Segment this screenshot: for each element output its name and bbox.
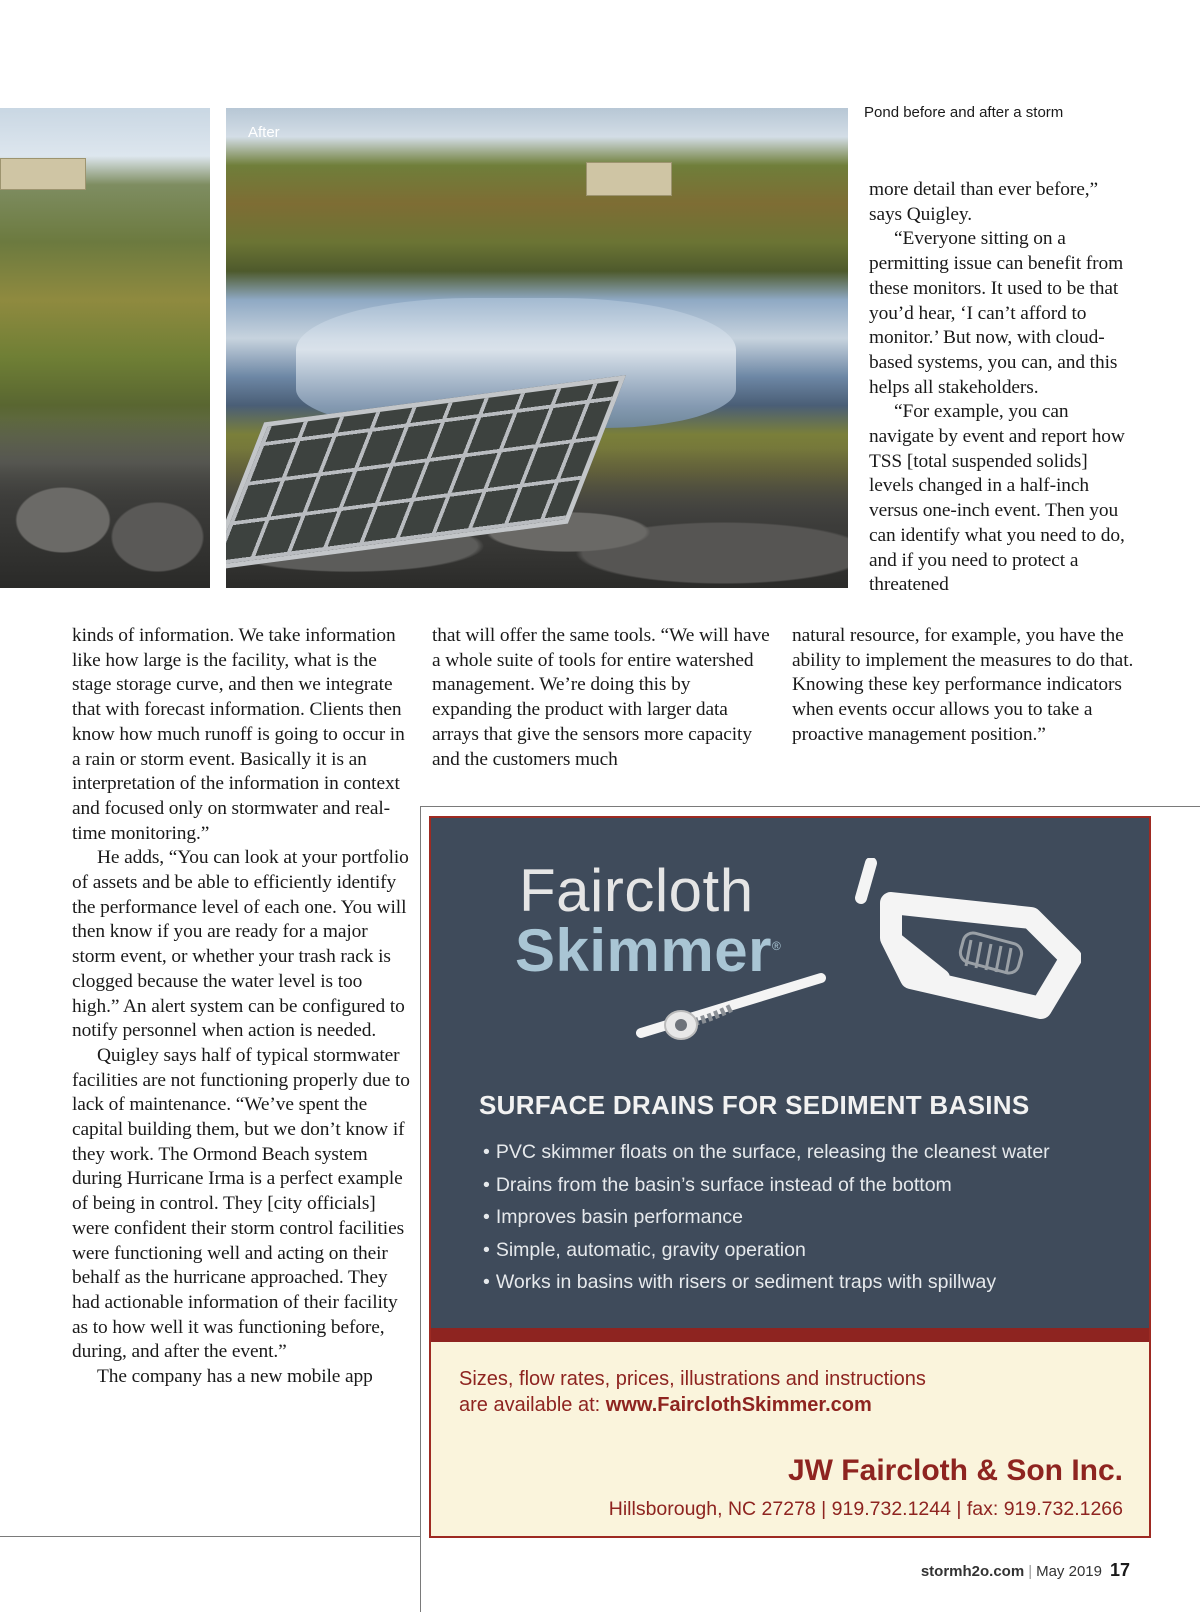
paragraph: “Everyone sitting on a permitting issue can benefit from these monitors. It used to be that you’d hear, ‘I can’t afford to monitor.’ But now, with cloud-based systems, you can, and this helps all stakeholders.: [869, 228, 1124, 398]
article-column-3: [792, 624, 1137, 748]
building-shape: [0, 158, 86, 190]
rocks-shape: [0, 418, 210, 588]
divider-rule: [0, 1536, 421, 1537]
building-shape: [586, 162, 672, 196]
ad-brand-name: Skimmer: [515, 917, 772, 984]
ad-website-link[interactable]: www.FairclothSkimmer.com: [605, 1394, 872, 1416]
ad-bullet: • Improves basin performance: [483, 1201, 1050, 1234]
ad-top-panel: [431, 818, 1149, 1328]
ad-bullet: • Drains from the basin’s surface instead of the bottom: [483, 1169, 1050, 1202]
ad-bottom-panel: [431, 1342, 1149, 1536]
paragraph: that will offer the same tools. “We will have a whole suite of tools for entire watershed management. We’re doing this by expanding the product with larger data arrays that give the sensors more capacity and the customers much: [432, 625, 770, 770]
page-number: 17: [1109, 1560, 1130, 1580]
article-column-1: [72, 624, 412, 1390]
before-photo: [0, 108, 210, 588]
ad-company-name: JW Faircloth & Son Inc.: [787, 1454, 1123, 1487]
ad-bullet: • Works in basins with risers or sediment traps with spillway: [483, 1266, 1050, 1299]
paragraph: natural resource, for example, you have the ability to implement the measures to do that. Knowing these key performance indicators when events occur allows you to take a proactive management position.”: [792, 625, 1134, 745]
after-label: After: [248, 124, 280, 141]
ad-info-prefix: are available at:: [459, 1394, 606, 1416]
ad-brand-line2: [515, 916, 781, 985]
article-column-right-top: [869, 178, 1135, 598]
paragraph: Quigley says half of typical stormwater facilities are not functioning properly due to lack of maintenance. “We’ve spent the capital building them, but we don’t know if they work. The Ormond Beach system during Hurricane Irma is a perfect example of being in control. They [city officials] were confident their storm control facilities were functioning well and acting on their behalf as the hurricane approached. They had actionable information of their facility as to how well it was functioning before, during, and after the event.”: [72, 1044, 410, 1363]
registered-mark: ®: [771, 939, 782, 953]
ad-info-line2: [459, 1394, 872, 1417]
article-column-2: [432, 624, 772, 772]
ad-brand-line1: Faircloth: [519, 857, 754, 924]
page-footer: [921, 1560, 1130, 1581]
paragraph: He adds, “You can look at your portfolio of assets and be able to efficiently identify the performance level of each one. You will then know if you are ready for a major storm event, or whether your trash rack is clogged because the water level is too high.” An alert system can be configured to notify personnel when action is needed.: [72, 847, 409, 1042]
divider-rule: [420, 806, 421, 1612]
divider-rule: [420, 806, 1200, 807]
paragraph: kinds of information. We take information like how large is the facility, what is the stage storage curve, and then we integrate that with forecast information. Clients then know how much runoff is going to occur in a rain or storm event. Basically it is an interpretation of the information in context and focused only on stormwater and real-time monitoring.”: [72, 625, 405, 844]
ad-accent-band: [431, 1328, 1149, 1342]
footer-issue: May 2019: [1036, 1563, 1102, 1580]
advertisement[interactable]: [429, 816, 1151, 1538]
ad-bullet-list: [483, 1136, 1050, 1299]
ad-bullet: • Simple, automatic, gravity operation: [483, 1234, 1050, 1267]
after-photo: [226, 108, 848, 588]
ad-contact-info: Hillsborough, NC 27278 | 919.732.1244 | fax: 919.732.1266: [608, 1498, 1123, 1520]
photo-caption: Pond before and after a storm: [864, 104, 1064, 121]
ad-bullet: • PVC skimmer floats on the surface, releasing the cleanest water: [483, 1136, 1050, 1169]
footer-separator: |: [1028, 1563, 1033, 1580]
ad-headline: SURFACE DRAINS FOR SEDIMENT BASINS: [479, 1090, 1030, 1120]
paragraph: more detail than ever before,” says Quigley.: [869, 179, 1099, 225]
paragraph: “For example, you can navigate by event and report how TSS [total suspended solids] levels changed in a half-inch versus one-inch event. Then you can identify what you need to do, and if you need to protect a threatened: [869, 401, 1125, 596]
footer-site[interactable]: stormh2o.com: [920, 1563, 1025, 1580]
paragraph: The company has a new mobile app: [97, 1366, 373, 1388]
ad-info-line1: Sizes, flow rates, prices, illustrations and instructions: [459, 1368, 926, 1390]
